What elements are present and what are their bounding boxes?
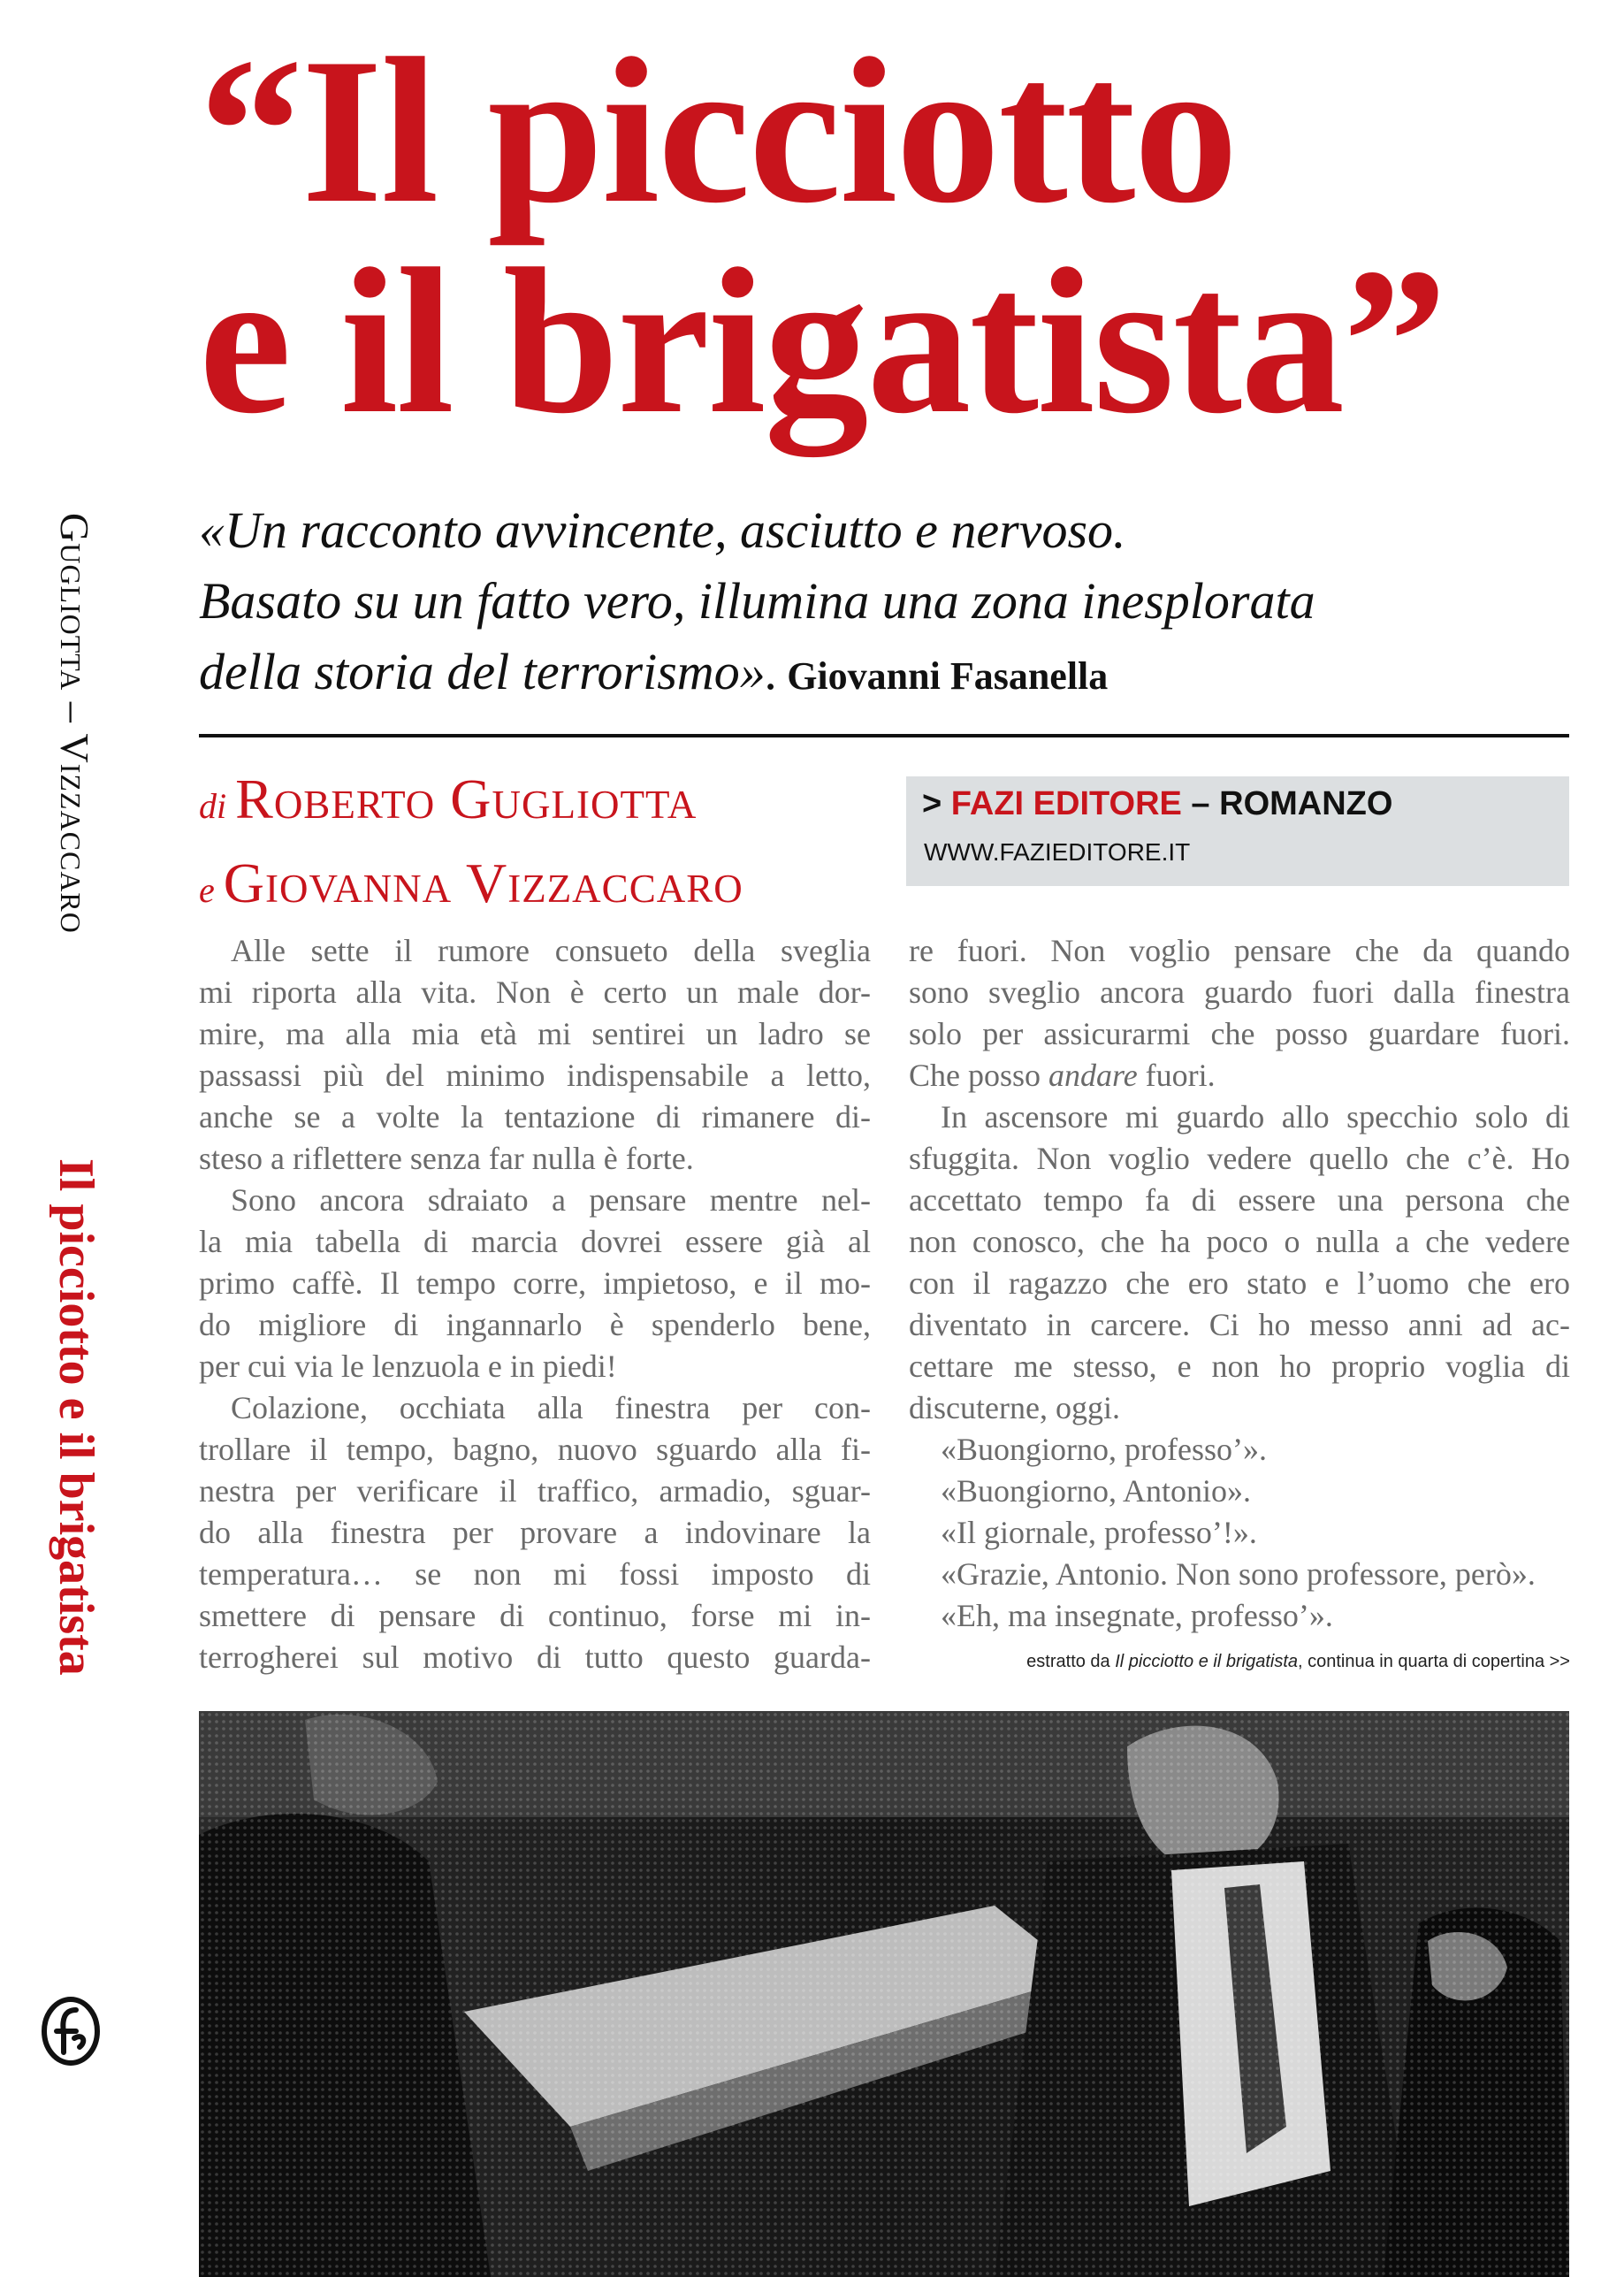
text-line: nestra per verificare il traffico, armadio, sguar- (199, 1473, 871, 1509)
text-line: accettato tempo fa di essere una persona che (909, 1182, 1570, 1218)
excerpt-note-book: Il picciotto e il brigatista (1115, 1652, 1298, 1671)
text-line: discuterne, oggi. (909, 1390, 1120, 1425)
text-line: re fuori. Non voglio pensare che da quando (909, 933, 1570, 968)
excerpt-note-suffix: , continua in quarta di copertina >> (1298, 1652, 1570, 1671)
author-row (199, 765, 906, 849)
text-line: do alla finestra per provare a indovinare la (199, 1515, 871, 1550)
text-line: solo per assicurarmi che posso guardare fuori. (909, 1016, 1570, 1051)
dialogue-line: «Eh, ma insegnate, professo’». (941, 1598, 1333, 1633)
cover-photo (199, 1711, 1569, 2277)
dialogue-line: «Buongiorno, Antonio». (941, 1473, 1252, 1509)
text-line: la mia tabella di marcia dovrei essere già al (199, 1224, 871, 1259)
text-line: temperatura… se non mi fossi imposto di (199, 1556, 871, 1592)
text-line: Sono ancora sdraiato a pensare mentre nel- (231, 1182, 871, 1218)
excerpt-column-left (199, 930, 871, 1678)
text-line: trollare il tempo, bagno, nuovo sguardo alla fi- (199, 1432, 871, 1467)
spine-title: Il picciotto e il brigatista (49, 1158, 103, 1676)
text-line: anche se a volte la tentazione di rimanere di- (199, 1099, 871, 1135)
text-line: mi riporta alla vita. Non è certo un male dor- (199, 974, 871, 1010)
text-line: sono sveglio ancora guardo fuori dalla finestra (909, 974, 1570, 1010)
text-line: diventato in carcere. Ci ho messo anni ad ac- (909, 1307, 1570, 1342)
book-title-line-1: “Il picciotto (199, 16, 1237, 247)
text-fragment: Che posso (909, 1058, 1049, 1093)
publisher-line (922, 785, 1392, 823)
arrow-icon: > (922, 785, 942, 822)
text-line: do migliore di ingannarlo è spenderlo bene, (199, 1307, 871, 1342)
text-line: steso a riflettere senza far nulla è forte. (199, 1141, 694, 1176)
text-emphasis: andare (1048, 1058, 1138, 1093)
review-quote (199, 495, 1596, 712)
text-line: cettare me stesso, e non ho proprio voglia di (909, 1349, 1570, 1384)
publisher-box (906, 776, 1569, 886)
text-line: Alle sette il rumore consueto della sveglia (231, 933, 871, 968)
divider (199, 734, 1569, 737)
author-prep: e (199, 870, 215, 910)
text-line: per cui via le lenzuola e in piedi! (199, 1349, 617, 1384)
text-line: primo caffè. Il tempo corre, impietoso, e il mo- (199, 1265, 871, 1301)
text-line: In ascensore mi guardo allo specchio solo di (941, 1099, 1570, 1135)
text-line (909, 1055, 1570, 1096)
book-title (199, 16, 1596, 457)
author-prep: di (199, 786, 227, 826)
spine-authors: Gugliotta – Vizzaccaro (52, 513, 97, 934)
excerpt-column-right (909, 930, 1570, 1637)
text-line: smettere di pensare di continuo, forse mi in- (199, 1598, 871, 1633)
dialogue-line: «Buongiorno, professo’». (941, 1432, 1267, 1467)
excerpt-note (909, 1652, 1570, 1672)
book-title-line-2: e il brigatista” (199, 226, 1446, 457)
quote-line: Basato su un fatto vero, illumina una zona inesplorata (199, 572, 1315, 630)
publisher-url: WWW.FAZIEDITORE.IT (924, 838, 1191, 866)
author-credits (199, 765, 906, 933)
publisher-logo-icon (37, 1994, 104, 2068)
text-line: Colazione, occhiata alla finestra per con- (231, 1390, 871, 1425)
quote-line-text: della storia del terrorismo». (199, 643, 779, 700)
text-line: mire, ma alla mia età mi sentirei un ladro se (199, 1016, 871, 1051)
quote-line: «Un racconto avvincente, asciutto e nervoso. (199, 501, 1126, 559)
quote-author: Giovanni Fasanella (787, 654, 1109, 698)
dialogue-line: «Il giornale, professo’!». (941, 1515, 1257, 1550)
text-line: con il ragazzo che ero stato e l’uomo che ero (909, 1265, 1570, 1301)
book-spine (35, 495, 106, 1733)
publisher-name: FAZI EDITORE (950, 785, 1182, 822)
text-line: sfuggita. Non voglio vedere quello che c’è. Ho (909, 1141, 1570, 1176)
author-name: Roberto Gugliotta (235, 768, 698, 830)
dialogue-line: «Grazie, Antonio. Non sono professore, però». (941, 1556, 1536, 1592)
text-fragment: fuori. (1137, 1058, 1216, 1093)
publisher-genre: ROMANZO (1219, 785, 1393, 822)
text-line: non conosco, che ha poco o nulla a che vedere (909, 1224, 1570, 1259)
author-name: Giovanna Vizzaccaro (223, 852, 743, 914)
excerpt-note-prefix: estratto da (1026, 1652, 1116, 1671)
quote-line (199, 637, 1596, 712)
text-line: terrogherei sul motivo di tutto questo guarda- (199, 1639, 871, 1675)
text-line: passassi più del minimo indispensabile a letto, (199, 1058, 871, 1093)
publisher-dash: – (1181, 785, 1220, 822)
author-row (199, 849, 906, 933)
